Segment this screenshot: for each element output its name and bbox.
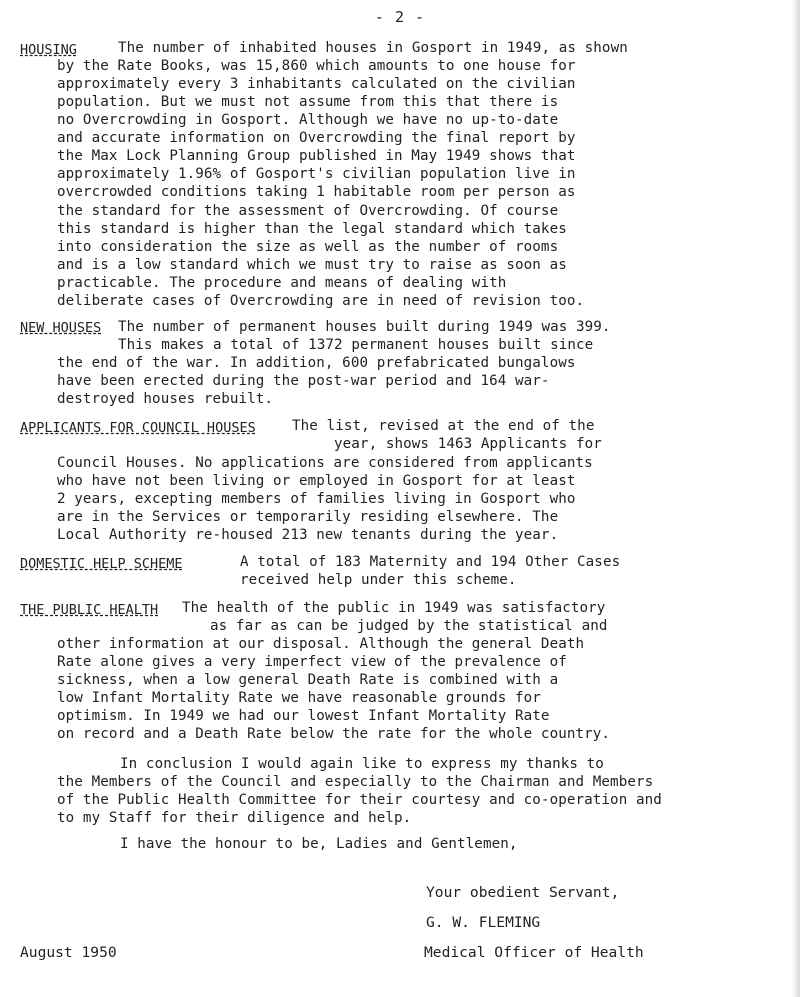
housing-line: practicable. The procedure and means of dealing with <box>57 275 507 291</box>
conclusion-line: to my Staff for their diligence and help. <box>57 810 412 826</box>
conclusion-line: of the Public Health Committee for their courtesy and co-operation and <box>57 792 662 808</box>
public-health-line: The health of the public in 1949 was satisfactory <box>182 600 606 616</box>
signatory-title: Medical Officer of Health <box>424 944 644 961</box>
conclusion-line: the Members of the Council and especially to the Chairman and Members <box>57 774 654 790</box>
section-heading-applicants: APPLICANTS FOR COUNCIL HOUSES <box>20 420 256 436</box>
report-date: August 1950 <box>20 944 117 961</box>
new-houses-line: have been erected during the post-war period and 164 war- <box>57 373 550 389</box>
housing-line: the standard for the assessment of Overcrowding. Of course <box>57 203 559 219</box>
housing-line: into consideration the size as well as the number of rooms <box>57 239 559 255</box>
applicants-line: The list, revised at the end of the <box>292 418 595 434</box>
housing-line: deliberate cases of Overcrowding are in need of revision too. <box>57 293 585 309</box>
applicants-line: Local Authority re-housed 213 new tenants during the year. <box>57 527 559 543</box>
housing-line: overcrowded conditions taking 1 habitable room per person as <box>57 184 576 200</box>
applicants-line: who have not been living or employed in Gosport for at least <box>57 473 576 489</box>
public-health-line: Rate alone gives a very imperfect view of the prevalence of <box>57 654 567 670</box>
honour-line: I have the honour to be, Ladies and Gentlemen, <box>120 836 518 852</box>
housing-line: the Max Lock Planning Group published in May 1949 shows that <box>57 148 576 164</box>
new-houses-line: destroyed houses rebuilt. <box>57 391 274 407</box>
housing-line: population. But we must not assume from this that there is <box>57 94 559 110</box>
section-heading-public-health: THE PUBLIC HEALTH <box>20 602 159 618</box>
page-number: - 2 - <box>374 8 426 26</box>
new-houses-line: The number of permanent houses built during 1949 was 399. <box>118 319 611 335</box>
applicants-line: are in the Services or temporarily residing elsewhere. The <box>57 509 559 525</box>
public-health-line: sickness, when a low general Death Rate is combined with a <box>57 672 559 688</box>
signatory-name: G. W. FLEMING <box>426 914 541 931</box>
public-health-line: on record and a Death Rate below the rate for the whole country. <box>57 726 611 742</box>
page-edge-shadow <box>792 0 800 997</box>
section-heading-housing: HOUSING <box>20 42 77 58</box>
housing-line: approximately every 3 inhabitants calculated on the civilian <box>57 76 576 92</box>
applicants-line: 2 years, excepting members of families living in Gosport who <box>57 491 576 507</box>
public-health-line: optimism. In 1949 we had our lowest Infant Mortality Rate <box>57 708 550 724</box>
section-heading-domestic-help: DOMESTIC HELP SCHEME <box>20 556 183 572</box>
public-health-line: low Infant Mortality Rate we have reasonable grounds for <box>57 690 541 706</box>
housing-line: and is a low standard which we must try to raise as soon as <box>57 257 567 273</box>
housing-line: no Overcrowding in Gosport. Although we have no up-to-date <box>57 112 559 128</box>
domestic-help-line: received help under this scheme. <box>240 572 517 588</box>
new-houses-line: This makes a total of 1372 permanent houses built since <box>118 337 594 353</box>
section-heading-new-houses: NEW HOUSES <box>20 320 102 336</box>
applicants-line: Council Houses. No applications are considered from applicants <box>57 455 593 471</box>
applicants-line: year, shows 1463 Applicants for <box>334 436 602 452</box>
domestic-help-line: A total of 183 Maternity and 194 Other Cases <box>240 554 621 570</box>
housing-line: this standard is higher than the legal standard which takes <box>57 221 567 237</box>
public-health-line: other information at our disposal. Although the general Death <box>57 636 585 652</box>
housing-line: and accurate information on Overcrowding the final report by <box>57 130 576 146</box>
new-houses-line: the end of the war. In addition, 600 prefabricated bungalows <box>57 355 576 371</box>
housing-line: by the Rate Books, was 15,860 which amounts to one house for <box>57 58 576 74</box>
conclusion-line: In conclusion I would again like to express my thanks to <box>120 756 604 772</box>
public-health-line: as far as can be judged by the statistical and <box>210 618 608 634</box>
closing-salutation: Your obedient Servant, <box>426 884 620 901</box>
housing-line: approximately 1.96% of Gosport's civilian population live in <box>57 166 576 182</box>
housing-line: The number of inhabited houses in Gosport in 1949, as shown <box>118 40 628 56</box>
